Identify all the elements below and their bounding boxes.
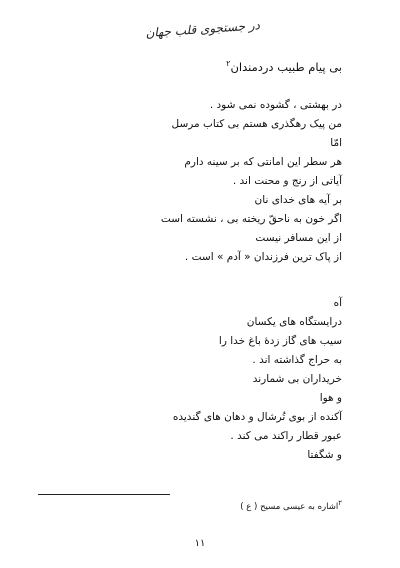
footnote-text: اشاره به عیسی مسیح ( ع )	[240, 502, 339, 512]
poem-line: درایستگاه های یکسان	[246, 316, 342, 328]
poem-title-footnote-mark: ۲	[226, 59, 231, 69]
poem-line: و هوا	[319, 392, 342, 404]
poem-line: بر آیه های خدای نان	[254, 194, 342, 206]
poem-line: اگر خون به ناحقّ ریخته بی ، نشسته است	[160, 213, 342, 225]
poem-line: هر سطر این امانتی که بر سینه دارم	[184, 156, 342, 168]
poem-line: در بهشتی ، گشوده نمی شود .	[209, 99, 342, 111]
poem-line: خریداران بی شمارند	[252, 373, 342, 385]
poem-line: آه	[333, 297, 342, 309]
poem-line: من پیک رهگذری هستم بی کتاب مرسل	[171, 118, 342, 130]
page-number: ۱۱	[194, 538, 206, 549]
poem-line: امّا	[330, 137, 342, 149]
stanza-1	[40, 96, 342, 267]
footnote-divider	[38, 494, 170, 495]
poem-title-text: بی پیام طبیب دردمندان	[230, 60, 342, 74]
poem-line: عبور قطار راکند می کند .	[230, 430, 342, 442]
footnote	[240, 499, 342, 512]
stanza-2	[40, 294, 342, 465]
poem-line: از پاک ترین فرزندان « آدم » است .	[184, 251, 342, 263]
poem-line: آکنده از بوی تُرشال و دهان های گندیده	[172, 411, 342, 423]
footnote-mark: ۲	[338, 499, 342, 508]
poem-line: به حراج گذاشته اند .	[252, 354, 342, 366]
running-header-title: در جستجوی قلب جهان	[145, 18, 261, 41]
poem-title	[226, 60, 342, 74]
poem-line: سیب های گاز زدهٔ باغ خدا را	[218, 335, 342, 347]
poem-line: و شگفتا	[307, 449, 342, 461]
poem-line: از این مسافر نیست	[255, 232, 342, 244]
poem-line: آیاتی از رنج و محنت اند .	[232, 175, 342, 187]
